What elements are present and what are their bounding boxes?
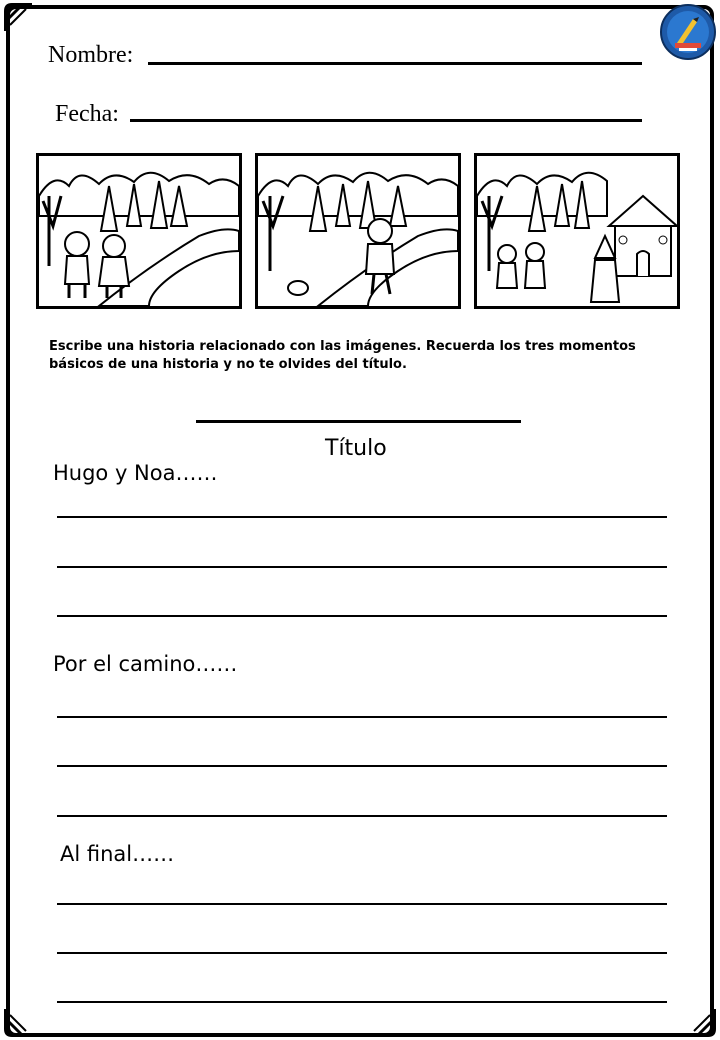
writing-line[interactable] [57,1001,667,1003]
forest-scene-walk-illustration [258,156,458,306]
fecha-line[interactable] [130,119,642,122]
writing-line[interactable] [57,566,667,568]
corner-ornament-icon [4,3,34,33]
candy-house-scene-illustration [477,156,677,306]
illustration-panel-2 [255,153,461,309]
nombre-line[interactable] [148,62,642,65]
forest-scene-children-illustration [39,156,239,306]
illustration-panel-3 [474,153,680,309]
writing-line[interactable] [57,716,667,718]
writing-line[interactable] [57,903,667,905]
instructions-text: Escribe una historia relacionado con las imágenes. Recuerda los tres momentos básicos de una historia y no te olvides del título. [49,339,636,372]
corner-ornament-icon [686,1007,716,1037]
logo-badge-icon [659,3,717,61]
writing-line[interactable] [57,815,667,817]
writing-line[interactable] [57,516,667,518]
nombre-label: Nombre: [48,42,134,68]
section-prompt-middle: Por el camino…… [53,652,238,676]
writing-line[interactable] [57,952,667,954]
writing-line[interactable] [57,765,667,767]
title-line[interactable] [196,420,521,423]
fecha-label: Fecha: [55,101,119,127]
corner-ornament-icon [4,1007,34,1037]
section-prompt-beginning: Hugo y Noa…… [53,461,218,485]
title-caption: Título [325,436,387,461]
illustration-panel-1 [36,153,242,309]
writing-line[interactable] [57,615,667,617]
section-prompt-ending: Al final…… [60,842,175,866]
